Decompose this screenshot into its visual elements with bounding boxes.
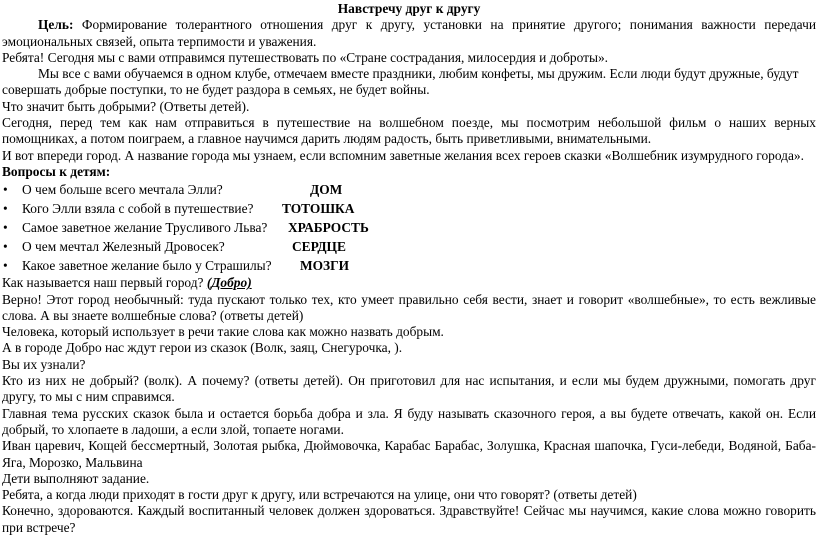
goal-paragraph — [2, 17, 816, 50]
question-text: О чем больше всего мечтала Элли? — [22, 182, 223, 198]
question-text: Кого Элли взяла с собой в путешествие? — [22, 201, 254, 217]
bullet-icon: • — [3, 239, 8, 255]
question-answer: СЕРДЦЕ — [292, 239, 346, 255]
question-item — [2, 180, 816, 199]
bullet-icon: • — [3, 201, 8, 217]
question-text: О чем мечтал Железный Дровосек? — [22, 239, 225, 255]
paragraph-heroes: А в городе Добро нас ждут герои из сказок (Волк, заяц, Снегурочка, ). — [2, 340, 403, 356]
paragraph-city: И вот впереди город. А название города мы узнаем, если вспомним заветные желания всех героев сказки «Волшебник изумрудного города». — [2, 147, 804, 163]
paragraph-guests: Ребята, а когда люди приходят в гости друг к другу, или встречаются на улице, они что говорят? (ответы детей) — [2, 487, 637, 503]
goal-label: Цель: — [38, 17, 74, 33]
paragraph-first-city — [2, 275, 816, 291]
bullet-icon: • — [3, 258, 8, 274]
question-item — [2, 237, 816, 256]
first-city-answer: (Добро) — [206, 275, 252, 291]
question-text: Какое заветное желание было у Страшилы? — [22, 258, 272, 274]
question-text: Самое заветное желание Трусливого Льва? — [22, 220, 268, 236]
question-item — [2, 218, 816, 237]
paragraph-recognized: Вы их узнали? — [2, 356, 86, 372]
questions-heading: Вопросы к детям: — [2, 163, 111, 179]
paragraph-club: Мы все с вами обучаемся в одном клубе, отмечаем вместе праздники, любим конфеты, мы дружим. Если люди будут дружные, будут совершать добрые поступки, то не будет раздора в семьях, не будет войны. — [2, 66, 799, 98]
goal-text: Формирование толерантного отношения друг к другу, установки на принятие другого; понимания важности передачи эмоциональных связей, опыта терпимости и уважения. — [2, 17, 816, 49]
question-item — [2, 199, 816, 218]
document-title: Навстречу друг к другу — [337, 1, 481, 16]
paragraph-hero-list: Иван царевич, Кощей бессмертный, Золотая рыбка, Дюймовочка, Карабас Барабас, Золушка, Красная шапочка, Гуси-лебеди, Водяной, Баба-Яга, Морозко, Мальвина — [2, 438, 816, 470]
paragraph-good-evil: Главная тема русских сказок была и остается борьба добра и зла. Я буду называть сказочного героя, а вы будете отвечать, какой он. Если добрый, то хлопаете в ладоши, а если злой, топаете ногами. — [2, 405, 816, 437]
question-answer: ТОТОШКА — [282, 201, 355, 217]
question-answer: ХРАБРОСТЬ — [288, 220, 369, 236]
first-city-question: Как называется наш первый город? — [2, 275, 207, 291]
question-answer: ДОМ — [310, 182, 343, 198]
bullet-icon: • — [3, 220, 8, 236]
paragraph-wolf: Кто из них не добрый? (волк). А почему? (ответы детей). Он приготовил для нас испытания, и если мы будем дружными, помогать друг другу, то мы с ним справимся. — [2, 373, 816, 405]
paragraph-intro: Ребята! Сегодня мы с вами отправимся путешествовать по «Стране сострадания, милосердия и доброты». — [2, 49, 609, 65]
paragraph-task: Дети выполняют задание. — [2, 470, 150, 486]
question-item — [2, 256, 816, 275]
paragraph-magic-words: Верно! Этот город необычный: туда пускают только тех, кто умеет правильно себя вести, знает и говорит «волшебные», то есть вежливые слова. А вы знаете волшебные слова? (ответы детей) — [2, 291, 816, 323]
questions-list — [2, 180, 816, 275]
paragraph-train: Сегодня, перед тем как нам отправиться в путешествие на волшебном поезде, мы посмотрим небольшой фильм о наших верных помощниках, а потом поиграем, а главное научимся дарить людям радость, быть приветливыми, внимательными. — [2, 115, 816, 147]
paragraph-kind-person: Человека, который использует в речи такие слова как можно назвать добрым. — [2, 324, 444, 340]
paragraph-greeting: Конечно, здороваются. Каждый воспитанный человек должен здороваться. Здравствуйте! Сейчас мы научимся, какие слова можно говорить при встрече? — [2, 503, 816, 535]
bullet-icon: • — [3, 182, 8, 198]
question-answer: МОЗГИ — [300, 258, 350, 274]
paragraph-question-kind: Что значит быть добрыми? (Ответы детей). — [2, 98, 250, 114]
